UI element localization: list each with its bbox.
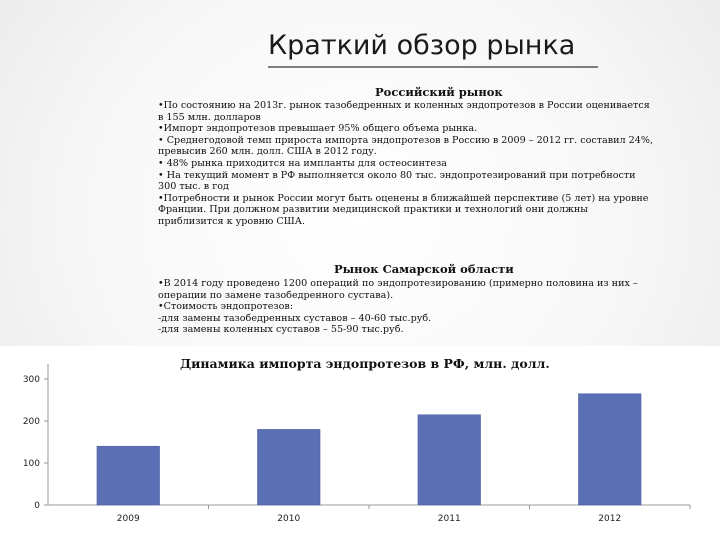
y-tick-label: 100: [22, 459, 40, 469]
russian-market-line: • На текущий момент в РФ выполняется около 80 тыс. эндопротезирований при потребности: [158, 169, 636, 181]
samara-market-line: операции по замене тазобедренного сустава).: [158, 289, 394, 301]
russian-market-line: Франции. При должном развитии медицинской практики и технологий они должны: [158, 204, 588, 216]
russian-market-line: •Потребности и рынок России могут быть оценены в ближайшей перспективе (5 лет) на уровне: [158, 192, 649, 204]
title-underline: [268, 66, 598, 68]
y-tick-label: 200: [22, 417, 40, 427]
samara-market-heading: Рынок Самарской области: [334, 262, 514, 276]
samara-market-line: -для замены коленных суставов – 55-90 тыс.руб.: [158, 324, 404, 336]
russian-market-line: • 48% рынка приходится на импланты для остеосинтеза: [158, 157, 447, 169]
x-tick-label: 2012: [598, 514, 622, 524]
chart-title: Динамика импорта эндопротезов в РФ, млн. долл.: [180, 356, 550, 371]
bar-2011: [418, 415, 481, 505]
bar-2012: [578, 394, 641, 505]
samara-market-line: -для замены тазобедренных суставов – 40-60 тыс.руб.: [158, 312, 432, 324]
samara-market-bullets: [158, 278, 706, 336]
x-tick-label: 2009: [116, 514, 140, 524]
import-bar-chart: [0, 346, 720, 540]
samara-market-line: •Стоимость эндопротезов:: [158, 301, 294, 313]
bar-2010: [257, 429, 320, 505]
russian-market-line: в 155 млн. долларов: [158, 111, 261, 123]
bar-2009: [97, 446, 160, 505]
x-tick-label: 2011: [437, 514, 461, 524]
russian-market-line: •Импорт эндопротезов превышает 95% общего объема рынка.: [158, 123, 478, 135]
russian-market-bullets: [158, 100, 706, 228]
samara-market-line: •В 2014 году проведено 1200 операций по эндопротезированию (примерно половина из них –: [158, 278, 638, 289]
russian-market-line: приблизится к уровню США.: [158, 215, 306, 227]
y-tick-label: 0: [34, 501, 40, 511]
y-tick-label: 300: [22, 375, 40, 385]
russian-market-line: 300 тыс. в год: [158, 181, 229, 193]
russian-market-heading: Российский рынок: [375, 85, 503, 99]
x-tick-label: 2010: [277, 514, 301, 524]
russian-market-line: • Среднегодовой темп прироста импорта эндопротезов в Россию в 2009 – 2012 гг. составил 24%,: [158, 134, 654, 146]
russian-market-line: превысив 260 млн. долл. США в 2012 году.: [158, 146, 377, 158]
russian-market-line: •По состоянию на 2013г. рынок тазобедренных и коленных эндопротезов в России оценивается: [158, 100, 650, 111]
slide-title: Краткий обзор рынка: [268, 30, 576, 61]
